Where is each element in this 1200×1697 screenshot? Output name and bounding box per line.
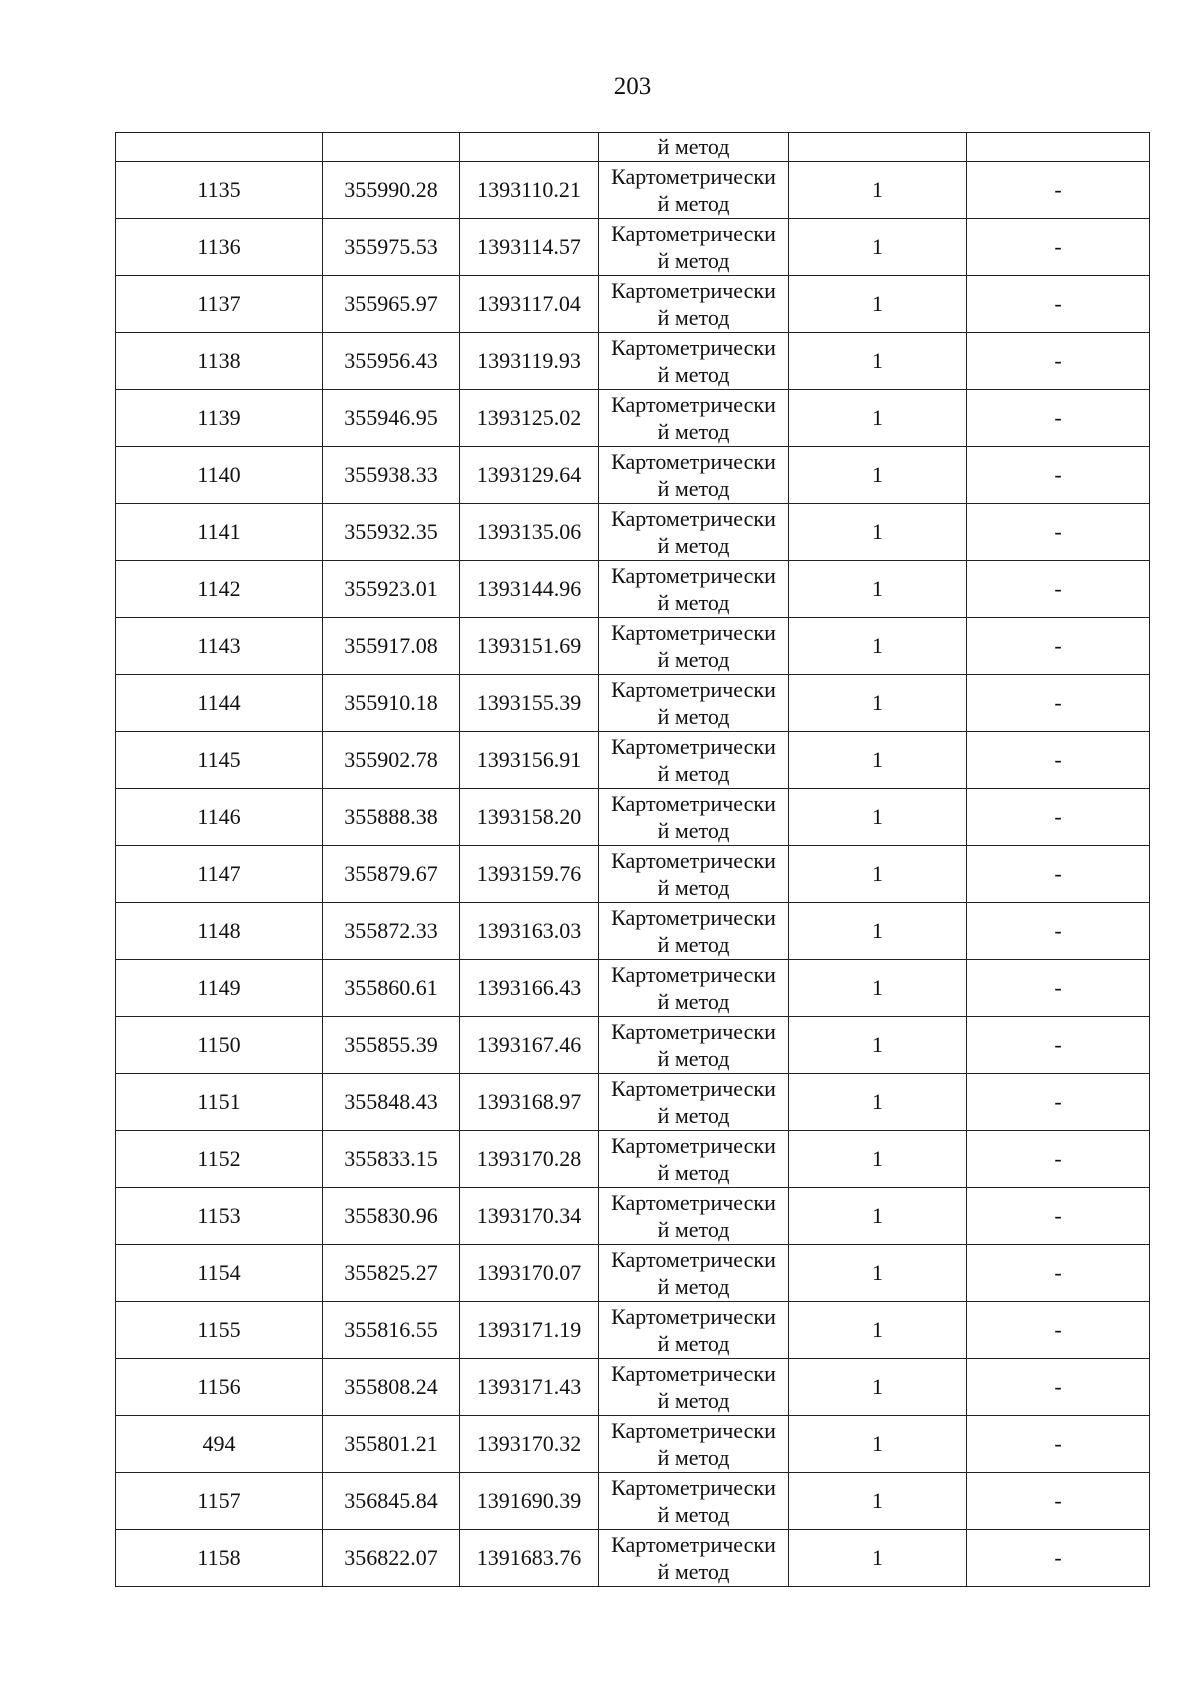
accuracy-cell: 1 xyxy=(789,162,967,219)
point-cell: 1138 xyxy=(116,333,323,390)
point-cell: 1144 xyxy=(116,675,323,732)
note-cell: - xyxy=(967,1131,1150,1188)
x-coordinate-cell: 356822.07 xyxy=(323,1530,460,1587)
point-cell: 1136 xyxy=(116,219,323,276)
x-coordinate-cell: 355872.33 xyxy=(323,903,460,960)
point-cell: 1151 xyxy=(116,1074,323,1131)
method-line-1: Картометрически xyxy=(611,734,776,759)
method-line-1: Картометрически xyxy=(611,620,776,645)
method-cell xyxy=(599,276,789,333)
method-line-2: й метод xyxy=(657,419,730,444)
method-line-1: Картометрически xyxy=(611,164,776,189)
method-line-2: й метод xyxy=(657,248,730,273)
method-line-1: Картометрически xyxy=(611,677,776,702)
note-cell: - xyxy=(967,903,1150,960)
accuracy-cell xyxy=(789,133,967,162)
table-row xyxy=(116,162,1150,219)
method-line-1: Картометрически xyxy=(611,962,776,987)
note-cell: - xyxy=(967,1530,1150,1587)
x-coordinate-cell: 355879.67 xyxy=(323,846,460,903)
y-coordinate-cell: 1393135.06 xyxy=(460,504,599,561)
method-line-1: Картометрически xyxy=(611,563,776,588)
y-coordinate-cell: 1393129.64 xyxy=(460,447,599,504)
y-coordinate-cell: 1393166.43 xyxy=(460,960,599,1017)
y-coordinate-cell: 1393159.76 xyxy=(460,846,599,903)
x-coordinate-cell: 355888.38 xyxy=(323,789,460,846)
method-line-2: й метод xyxy=(657,1559,730,1584)
method-line-2: й метод xyxy=(657,818,730,843)
note-cell: - xyxy=(967,162,1150,219)
method-cell xyxy=(599,960,789,1017)
method-line-2: й метод xyxy=(657,533,730,558)
y-coordinate-cell: 1391690.39 xyxy=(460,1473,599,1530)
y-coordinate-cell: 1391683.76 xyxy=(460,1530,599,1587)
method-cell xyxy=(599,1473,789,1530)
method-cell: й метод xyxy=(599,133,789,162)
note-cell: - xyxy=(967,618,1150,675)
table-row xyxy=(116,447,1150,504)
accuracy-cell: 1 xyxy=(789,789,967,846)
method-cell xyxy=(599,333,789,390)
table-row xyxy=(116,1473,1150,1530)
table-row xyxy=(116,1188,1150,1245)
x-coordinate-cell: 355848.43 xyxy=(323,1074,460,1131)
method-line-2: й метод xyxy=(657,761,730,786)
table-row xyxy=(116,504,1150,561)
point-cell: 1135 xyxy=(116,162,323,219)
note-cell: - xyxy=(967,447,1150,504)
note-cell: - xyxy=(967,846,1150,903)
accuracy-cell: 1 xyxy=(789,675,967,732)
point-cell: 1137 xyxy=(116,276,323,333)
point-cell: 1140 xyxy=(116,447,323,504)
method-line-1: Картометрически xyxy=(611,848,776,873)
point-cell: 1146 xyxy=(116,789,323,846)
method-cell xyxy=(599,903,789,960)
point-cell xyxy=(116,133,323,162)
note-cell: - xyxy=(967,1473,1150,1530)
x-coordinate-cell: 355938.33 xyxy=(323,447,460,504)
method-cell xyxy=(599,732,789,789)
accuracy-cell: 1 xyxy=(789,561,967,618)
method-line-1: Картометрически xyxy=(611,791,776,816)
method-line-2: й метод xyxy=(657,932,730,957)
point-cell: 1141 xyxy=(116,504,323,561)
method-line-2: й метод xyxy=(657,191,730,216)
note-cell: - xyxy=(967,732,1150,789)
point-cell: 1155 xyxy=(116,1302,323,1359)
y-coordinate-cell: 1393170.32 xyxy=(460,1416,599,1473)
table-row xyxy=(116,903,1150,960)
y-coordinate-cell xyxy=(460,133,599,162)
y-coordinate-cell: 1393163.03 xyxy=(460,903,599,960)
table-row xyxy=(116,1359,1150,1416)
x-coordinate-cell xyxy=(323,133,460,162)
method-line-1: Картометрически xyxy=(611,1019,776,1044)
y-coordinate-cell: 1393158.20 xyxy=(460,789,599,846)
accuracy-cell: 1 xyxy=(789,1017,967,1074)
note-cell: - xyxy=(967,390,1150,447)
method-line-1: Картометрически xyxy=(611,335,776,360)
accuracy-cell: 1 xyxy=(789,1416,967,1473)
x-coordinate-cell: 355965.97 xyxy=(323,276,460,333)
method-line-1: Картометрически xyxy=(611,506,776,531)
method-line-1: Картометрически xyxy=(611,1532,776,1557)
y-coordinate-cell: 1393117.04 xyxy=(460,276,599,333)
note-cell: - xyxy=(967,276,1150,333)
method-cell xyxy=(599,1245,789,1302)
method-line-1: Картометрически xyxy=(611,392,776,417)
method-line-2: й метод xyxy=(657,1217,730,1242)
table-row xyxy=(116,1074,1150,1131)
point-cell: 1143 xyxy=(116,618,323,675)
method-line-1: Картометрически xyxy=(611,278,776,303)
table-row xyxy=(116,390,1150,447)
note-cell: - xyxy=(967,960,1150,1017)
table-row xyxy=(116,732,1150,789)
method-cell xyxy=(599,219,789,276)
method-line-2: й метод xyxy=(657,362,730,387)
method-line-2: й метод xyxy=(657,476,730,501)
method-line-1: Картометрически xyxy=(611,1361,776,1386)
point-cell: 1148 xyxy=(116,903,323,960)
accuracy-cell: 1 xyxy=(789,903,967,960)
x-coordinate-cell: 355956.43 xyxy=(323,333,460,390)
method-line-2: й метод xyxy=(657,989,730,1014)
method-line-2: й метод xyxy=(657,1445,730,1470)
accuracy-cell: 1 xyxy=(789,732,967,789)
y-coordinate-cell: 1393156.91 xyxy=(460,732,599,789)
x-coordinate-cell: 355816.55 xyxy=(323,1302,460,1359)
table-row xyxy=(116,1530,1150,1587)
accuracy-cell: 1 xyxy=(789,447,967,504)
note-cell: - xyxy=(967,504,1150,561)
note-cell: - xyxy=(967,1302,1150,1359)
point-cell: 1154 xyxy=(116,1245,323,1302)
table-body xyxy=(116,133,1150,1587)
method-cell xyxy=(599,675,789,732)
accuracy-cell: 1 xyxy=(789,219,967,276)
table-row xyxy=(116,1245,1150,1302)
accuracy-cell: 1 xyxy=(789,333,967,390)
method-line-2: й метод xyxy=(657,1502,730,1527)
accuracy-cell: 1 xyxy=(789,960,967,1017)
method-cell xyxy=(599,561,789,618)
method-cell xyxy=(599,1017,789,1074)
method-line-1: Картометрически xyxy=(611,1190,776,1215)
y-coordinate-cell: 1393155.39 xyxy=(460,675,599,732)
method-cell xyxy=(599,1074,789,1131)
note-cell xyxy=(967,133,1150,162)
point-cell: 1158 xyxy=(116,1530,323,1587)
accuracy-cell: 1 xyxy=(789,1302,967,1359)
table-row xyxy=(116,675,1150,732)
table-row xyxy=(116,561,1150,618)
note-cell: - xyxy=(967,1359,1150,1416)
x-coordinate-cell: 355801.21 xyxy=(323,1416,460,1473)
x-coordinate-cell: 355946.95 xyxy=(323,390,460,447)
table-row xyxy=(116,219,1150,276)
y-coordinate-cell: 1393170.07 xyxy=(460,1245,599,1302)
x-coordinate-cell: 356845.84 xyxy=(323,1473,460,1530)
y-coordinate-cell: 1393167.46 xyxy=(460,1017,599,1074)
y-coordinate-cell: 1393114.57 xyxy=(460,219,599,276)
method-cell xyxy=(599,390,789,447)
method-cell xyxy=(599,1188,789,1245)
method-cell xyxy=(599,447,789,504)
x-coordinate-cell: 355855.39 xyxy=(323,1017,460,1074)
point-cell: 1147 xyxy=(116,846,323,903)
accuracy-cell: 1 xyxy=(789,504,967,561)
accuracy-cell: 1 xyxy=(789,1359,967,1416)
x-coordinate-cell: 355902.78 xyxy=(323,732,460,789)
accuracy-cell: 1 xyxy=(789,1131,967,1188)
method-line-1: Картометрически xyxy=(611,1247,776,1272)
method-line-1: Картометрически xyxy=(611,1076,776,1101)
note-cell: - xyxy=(967,1074,1150,1131)
method-cell xyxy=(599,1131,789,1188)
x-coordinate-cell: 355808.24 xyxy=(323,1359,460,1416)
x-coordinate-cell: 355833.15 xyxy=(323,1131,460,1188)
note-cell: - xyxy=(967,675,1150,732)
table-row xyxy=(116,846,1150,903)
point-cell: 1156 xyxy=(116,1359,323,1416)
y-coordinate-cell: 1393170.34 xyxy=(460,1188,599,1245)
method-line-2: й метод xyxy=(657,1274,730,1299)
method-line-2: й метод xyxy=(657,590,730,615)
point-cell: 1145 xyxy=(116,732,323,789)
method-cell xyxy=(599,504,789,561)
note-cell: - xyxy=(967,1017,1150,1074)
x-coordinate-cell: 355975.53 xyxy=(323,219,460,276)
table-row xyxy=(116,618,1150,675)
accuracy-cell: 1 xyxy=(789,846,967,903)
table-row xyxy=(116,276,1150,333)
table-row xyxy=(116,333,1150,390)
point-cell: 1149 xyxy=(116,960,323,1017)
method-line-1: Картометрически xyxy=(611,1133,776,1158)
point-cell: 1157 xyxy=(116,1473,323,1530)
table-row xyxy=(116,789,1150,846)
note-cell: - xyxy=(967,1245,1150,1302)
method-cell xyxy=(599,1302,789,1359)
method-line-1: Картометрически xyxy=(611,1304,776,1329)
point-cell: 1150 xyxy=(116,1017,323,1074)
coordinates-table xyxy=(115,132,1150,1587)
method-line-1: Картометрически xyxy=(611,449,776,474)
method-cell xyxy=(599,789,789,846)
x-coordinate-cell: 355923.01 xyxy=(323,561,460,618)
note-cell: - xyxy=(967,561,1150,618)
method-cell xyxy=(599,618,789,675)
accuracy-cell: 1 xyxy=(789,1530,967,1587)
y-coordinate-cell: 1393125.02 xyxy=(460,390,599,447)
method-line-2: й метод xyxy=(657,1388,730,1413)
note-cell: - xyxy=(967,1188,1150,1245)
accuracy-cell: 1 xyxy=(789,1074,967,1131)
method-line-1: Картометрически xyxy=(611,905,776,930)
y-coordinate-cell: 1393171.43 xyxy=(460,1359,599,1416)
method-cell xyxy=(599,162,789,219)
method-line-1: Картометрически xyxy=(611,221,776,246)
method-line-2: й метод xyxy=(657,1160,730,1185)
method-cell xyxy=(599,1416,789,1473)
accuracy-cell: 1 xyxy=(789,390,967,447)
point-cell: 1153 xyxy=(116,1188,323,1245)
table-row xyxy=(116,1131,1150,1188)
accuracy-cell: 1 xyxy=(789,618,967,675)
point-cell: 1139 xyxy=(116,390,323,447)
y-coordinate-cell: 1393171.19 xyxy=(460,1302,599,1359)
x-coordinate-cell: 355825.27 xyxy=(323,1245,460,1302)
point-cell: 1142 xyxy=(116,561,323,618)
method-line-2: й метод xyxy=(657,875,730,900)
table-row xyxy=(116,1416,1150,1473)
method-cell xyxy=(599,1359,789,1416)
method-line-2: й метод xyxy=(657,1331,730,1356)
y-coordinate-cell: 1393110.21 xyxy=(460,162,599,219)
y-coordinate-cell: 1393170.28 xyxy=(460,1131,599,1188)
note-cell: - xyxy=(967,333,1150,390)
x-coordinate-cell: 355830.96 xyxy=(323,1188,460,1245)
table-row xyxy=(116,1017,1150,1074)
note-cell: - xyxy=(967,219,1150,276)
method-line-2: й метод xyxy=(657,1103,730,1128)
note-cell: - xyxy=(967,789,1150,846)
accuracy-cell: 1 xyxy=(789,1188,967,1245)
accuracy-cell: 1 xyxy=(789,1245,967,1302)
method-cell xyxy=(599,1530,789,1587)
point-cell: 494 xyxy=(116,1416,323,1473)
accuracy-cell: 1 xyxy=(789,276,967,333)
method-line-2: й метод xyxy=(657,1046,730,1071)
accuracy-cell: 1 xyxy=(789,1473,967,1530)
method-line-2: й метод xyxy=(657,305,730,330)
table-row xyxy=(116,1302,1150,1359)
page-number: 203 xyxy=(613,73,652,100)
method-line-2: й метод xyxy=(657,704,730,729)
note-cell: - xyxy=(967,1416,1150,1473)
point-cell: 1152 xyxy=(116,1131,323,1188)
continued-row xyxy=(116,133,1150,162)
x-coordinate-cell: 355990.28 xyxy=(323,162,460,219)
x-coordinate-cell: 355910.18 xyxy=(323,675,460,732)
x-coordinate-cell: 355860.61 xyxy=(323,960,460,1017)
method-cell xyxy=(599,846,789,903)
y-coordinate-cell: 1393151.69 xyxy=(460,618,599,675)
method-line-1: Картометрически xyxy=(611,1475,776,1500)
method-line-2: й метод xyxy=(657,647,730,672)
x-coordinate-cell: 355932.35 xyxy=(323,504,460,561)
y-coordinate-cell: 1393144.96 xyxy=(460,561,599,618)
x-coordinate-cell: 355917.08 xyxy=(323,618,460,675)
table-row xyxy=(116,960,1150,1017)
y-coordinate-cell: 1393119.93 xyxy=(460,333,599,390)
y-coordinate-cell: 1393168.97 xyxy=(460,1074,599,1131)
method-line-1: Картометрически xyxy=(611,1418,776,1443)
